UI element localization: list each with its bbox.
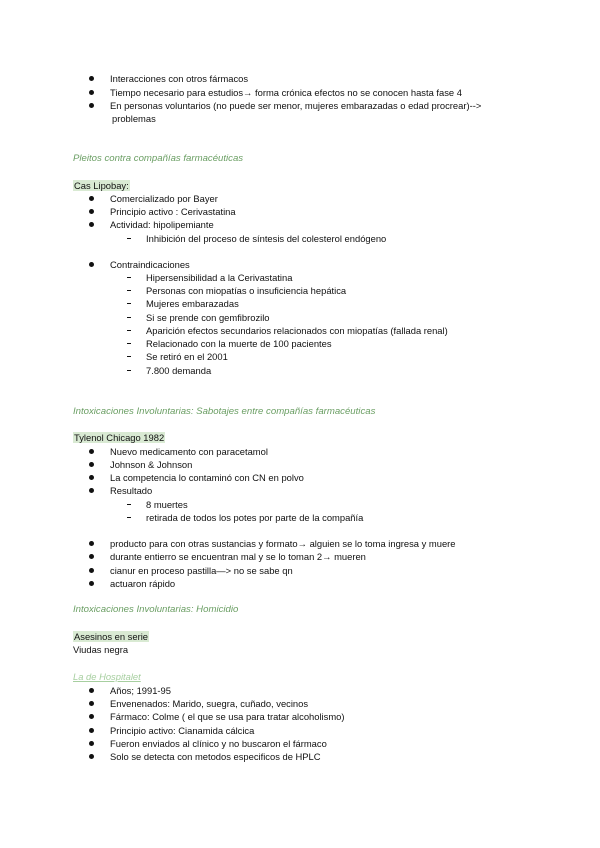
bullet-icon <box>89 196 94 201</box>
section-heading: Intoxicaciones Involuntarias: Sabotajes entre compañías farmacéuticas <box>73 406 376 417</box>
section-heading: Pleitos contra compañías farmacéuticas <box>73 153 244 164</box>
list-item: Solo se detecta con metodos especificos de HPLC <box>110 751 321 762</box>
sub-list-item: Se retiró en el 2001 <box>146 351 228 362</box>
bullet-icon <box>89 688 94 693</box>
list-item: En personas voluntarios (no puede ser menor, mujeres embarazadas o edad procrear)--> <box>110 100 482 111</box>
dash-icon <box>127 370 131 371</box>
subtitle: Viudas negra <box>73 644 129 655</box>
sub-list-item: 8 muertes <box>146 499 188 510</box>
list-item: Principio activo: Cianamida cálcica <box>110 725 255 736</box>
section-heading: Intoxicaciones Involuntarias: Homicidio <box>73 604 239 615</box>
bullet-icon <box>89 701 94 706</box>
list-item: La competencia lo contaminó con CN en polvo <box>110 472 304 483</box>
sub-list-item: retirada de todos los potes por parte de la compañía <box>146 512 364 523</box>
list-item: actuaron rápido <box>110 578 176 589</box>
case-title: Cas Lipobay: <box>74 180 129 191</box>
bullet-icon <box>89 90 94 95</box>
list-item: Resultado <box>110 485 153 496</box>
hospitalet-link[interactable]: La de Hospitalet <box>73 671 141 682</box>
list-item: Johnson & Johnson <box>110 459 193 470</box>
list-item: Fueron enviados al clínico y no buscaron el fármaco <box>110 738 327 749</box>
bullet-icon <box>89 568 94 573</box>
bullet-icon <box>89 541 94 546</box>
list-item: cianur en proceso pastilla—> no se sabe qn <box>110 565 293 576</box>
bullet-icon <box>89 554 94 559</box>
bullet-icon <box>89 222 94 227</box>
bullet-icon <box>89 209 94 214</box>
dash-icon <box>127 277 131 278</box>
list-item: Principio activo : Cerivastatina <box>110 206 236 217</box>
list-item: Nuevo medicamento con paracetamol <box>110 446 268 457</box>
bullet-icon <box>89 714 94 719</box>
bullet-icon <box>89 475 94 480</box>
sub-list-item: Mujeres embarazadas <box>146 298 239 309</box>
sub-list-item: Si se prende con gemfibrozilo <box>146 312 270 323</box>
dash-icon <box>127 356 131 357</box>
sub-list-item: Aparición efectos secundarios relacionados con miopatías (fallada renal) <box>146 325 448 336</box>
dash-icon <box>127 517 131 518</box>
bullet-icon <box>89 741 94 746</box>
sub-list-item: 7.800 demanda <box>146 365 212 376</box>
dash-icon <box>127 317 131 318</box>
sub-list-item: Relacionado con la muerte de 100 pacientes <box>146 338 332 349</box>
list-item: Tiempo necesario para estudios→ forma crónica efectos no se conocen hasta fase 4 <box>110 87 462 98</box>
list-item-continuation: problemas <box>112 113 156 124</box>
bullet-icon <box>89 462 94 467</box>
dash-icon <box>127 330 131 331</box>
sub-list-item: Personas con miopatías o insuficiencia hepática <box>146 285 347 296</box>
dash-icon <box>127 238 131 239</box>
bullet-icon <box>89 103 94 108</box>
bullet-icon <box>89 488 94 493</box>
list-item: Interacciones con otros fármacos <box>110 73 249 84</box>
case-title: Tylenol Chicago 1982 <box>74 432 165 443</box>
dash-icon <box>127 504 131 505</box>
list-item: durante entierro se encuentran mal y se lo toman 2→ mueren <box>110 551 366 562</box>
bullet-icon <box>89 581 94 586</box>
sub-list-item: Hipersensibilidad a la Cerivastatina <box>146 272 293 283</box>
bullet-icon <box>89 449 94 454</box>
dash-icon <box>127 343 131 344</box>
bullet-icon <box>89 76 94 81</box>
sub-list-item: Inhibición del proceso de síntesis del colesterol endógeno <box>146 233 387 244</box>
bullet-icon <box>89 754 94 759</box>
list-item: Comercializado por Bayer <box>110 193 218 204</box>
list-item: Contraindicaciones <box>110 259 190 270</box>
list-item: Envenenados: Marido, suegra, cuñado, vecinos <box>110 698 309 709</box>
list-item: Actividad: hipolipemiante <box>110 219 214 230</box>
list-item: Fármaco: Colme ( el que se usa para tratar alcoholismo) <box>110 711 345 722</box>
dash-icon <box>127 303 131 304</box>
dash-icon <box>127 290 131 291</box>
bullet-icon <box>89 262 94 267</box>
case-title: Asesinos en serie <box>74 631 148 642</box>
list-item: producto para con otras sustancias y formato→ alguien se lo toma ingresa y muere <box>110 538 456 549</box>
bullet-icon <box>89 728 94 733</box>
list-item: Años; 1991-95 <box>110 685 171 696</box>
